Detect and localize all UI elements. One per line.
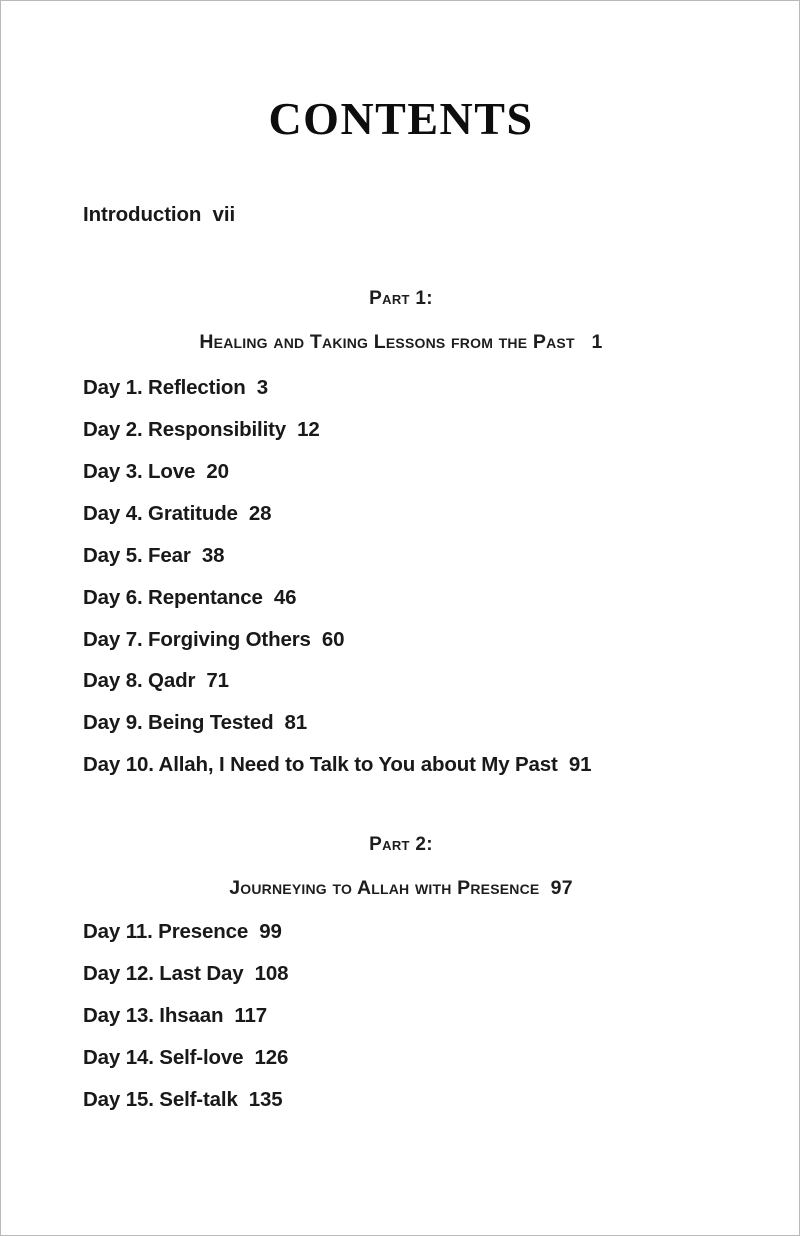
toc-entry-day-14[interactable]: Day 14. Self-love 126 [83, 1046, 289, 1069]
toc-entry-day-1[interactable]: Day 1. Reflection 3 [83, 376, 268, 399]
toc-entry-day-5[interactable]: Day 5. Fear 38 [83, 544, 225, 567]
toc-entry-day-6[interactable]: Day 6. Repentance 46 [83, 586, 297, 609]
toc-entry-day-11[interactable]: Day 11. Presence 99 [83, 920, 282, 943]
toc-entry-day-4[interactable]: Day 4. Gratitude 28 [83, 502, 272, 525]
toc-entry-day-7[interactable]: Day 7. Forgiving Others 60 [83, 628, 345, 651]
page-title: CONTENTS [268, 93, 534, 144]
part-subtitle-2[interactable]: Journeying to Allah with Presence 97 [229, 877, 573, 899]
toc-entry-day-2[interactable]: Day 2. Responsibility 12 [83, 418, 320, 441]
toc-entry-day-9[interactable]: Day 9. Being Tested 81 [83, 711, 308, 734]
part-heading-1 [1, 289, 800, 353]
part-label-1: Part 1: [369, 288, 433, 309]
toc-entry-introduction[interactable]: Introduction vii [83, 203, 236, 226]
toc-entry-day-12[interactable]: Day 12. Last Day 108 [83, 962, 289, 985]
toc-entry-day-8[interactable]: Day 8. Qadr 71 [83, 669, 229, 692]
part-label-2: Part 2: [369, 834, 433, 855]
part-subtitle-1[interactable]: Healing and Taking Lessons from the Past 1 [199, 331, 603, 353]
toc-entry-day-15[interactable]: Day 15. Self-talk 135 [83, 1088, 283, 1111]
part-heading-2 [1, 835, 800, 899]
toc-entry-day-10[interactable]: Day 10. Allah, I Need to Talk to You about My Past 91 [83, 753, 592, 776]
toc-entry-day-13[interactable]: Day 13. Ihsaan 117 [83, 1004, 268, 1027]
toc-entry-day-3[interactable]: Day 3. Love 20 [83, 460, 229, 483]
